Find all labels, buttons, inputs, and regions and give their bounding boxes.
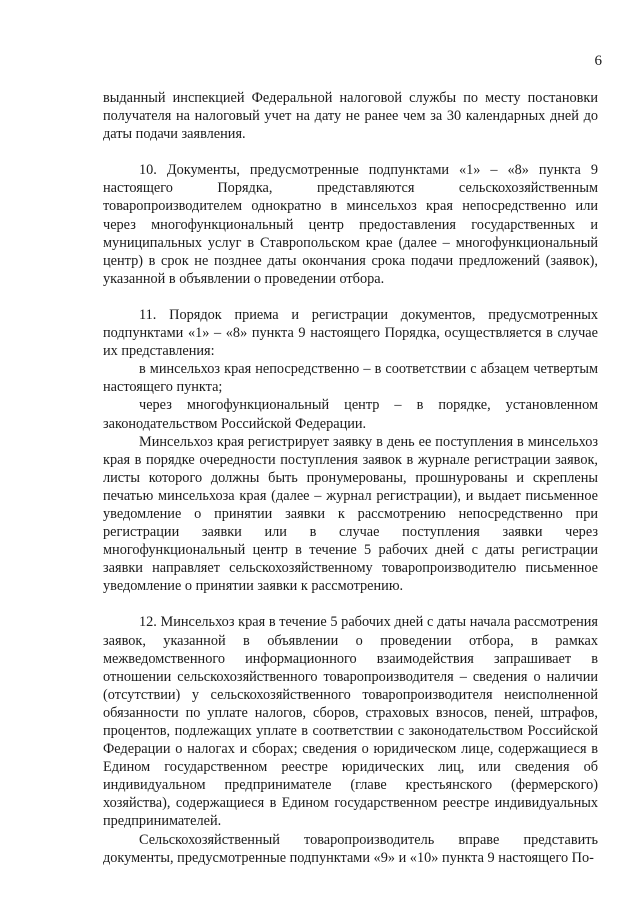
page-number: 6 [594,53,602,69]
paragraph-11-item-2: через многофункциональный центр – в порядке, установленном законодательством Российской Федерации. [103,397,598,432]
paragraph-continuation: выданный инспекцией Федеральной налоговой службы по месту постановки получателя на налоговый учет на дату не ранее чем за 30 календарных дней до даты подачи заявления. [103,90,598,143]
paragraph-11-registration: Минсельхоз края регистрирует заявку в день ее поступления в минсельхоз края в порядке очередности поступления заявок в журнале регистрации заявок, листы которого должны быть пронумерованы, прошнурованы и скреплены печатью минсельхоза края (далее – журнал регистрации), и выдает письменное уведомление о принятии заявки к рассмотрению непосредственно при регистрации заявки или в случае поступления заявки через многофункциональный центр в течение 5 рабочих дней с даты регистрации заявки направляет сельскохозяйственному товаропроизводителю письменное уведомление о принятии заявки к рассмотрению. [103,433,598,595]
paragraph-12: 12. Минсельхоз края в течение 5 рабочих дней с даты начала рассмотрения заявок, указанной в объявлении о проведении отбора, в рамках межведомственного информационного взаимодействия запрашивает в отношении сельскохозяйственного товаропроизводителя – сведения о наличии (отсутствии) у сельскохозяйственного товаропроизводителя неисполненной обязанности по уплате налогов, сборов, страховых взносов, пеней, штрафов, процентов, подлежащих уплате в соответствии с законодательством Российской Федерации о налогах и сборах; сведения о юридическом лице, содержащиеся в Едином государственном реестре юридических лиц, или сведения об индивидуальном предпринимателе (главе крестьянского (фермерского) хозяйства), содержащиеся в Едином государственном реестре индивидуальных предпринимателей. [103,614,598,830]
paragraph-11-item-1: в минсельхоз края непосредственно – в соответствии с абзацем четвертым настоящего пункта; [103,361,598,396]
paragraph-12-documents: Сельскохозяйственный товаропроизводитель вправе представить документы, предусмотренные подпунктами «9» и «10» пункта 9 настоящего По- [103,831,598,866]
paragraph-10: 10. Документы, предусмотренные подпунктами «1» – «8» пункта 9 настоящего Порядка, представляются сельскохозяйственным товаропроизводителем однократно в минсельхоз края непосредственно или через многофункциональный центр предоставления государственных и муниципальных услуг в Ставропольском крае (далее – многофункциональный центр) в срок не позднее даты окончания срока подачи предложений (заявок), указанной в объявлении о проведении отбора. [103,162,598,287]
document-body [103,89,598,867]
paragraph-11: 11. Порядок приема и регистрации документов, предусмотренных подпунктами «1» – «8» пункта 9 настоящего Порядка, осуществляется в случае их представления: [103,306,598,360]
